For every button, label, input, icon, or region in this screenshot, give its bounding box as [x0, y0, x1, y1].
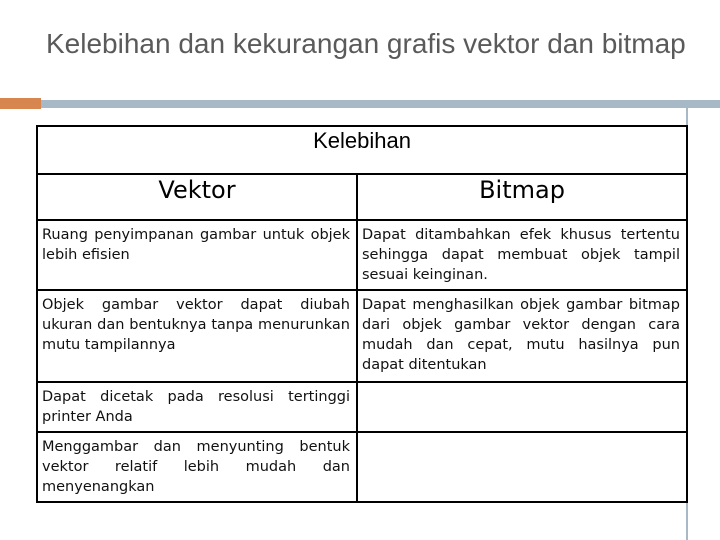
- table-cell: Dapat dicetak pada resolusi tertinggi printer Anda: [37, 382, 357, 432]
- comparison-table: [36, 125, 688, 503]
- table-cell: Dapat ditambahkan efek khusus tertentu sehingga dapat membuat objek tampil sesuai keinginan.: [357, 220, 687, 290]
- table-row: [37, 290, 687, 382]
- table-caption: Kelebihan: [37, 126, 687, 174]
- table-cell: Menggambar dan menyunting bentuk vektor relatif lebih mudah dan menyenangkan: [37, 432, 357, 502]
- title-accent-bar: [0, 98, 41, 109]
- table-row: [37, 382, 687, 432]
- table-caption-row: [37, 126, 687, 174]
- title-underline-bar: [41, 100, 720, 108]
- slide-title: Kelebihan dan kekurangan grafis vektor dan bitmap: [46, 28, 686, 59]
- table-cell: [357, 382, 687, 432]
- column-header-bitmap: Bitmap: [357, 174, 687, 220]
- column-header-vektor: Vektor: [37, 174, 357, 220]
- table-row: [37, 432, 687, 502]
- table-cell: [357, 432, 687, 502]
- table-cell: Dapat menghasilkan objek gambar bitmap dari objek gambar vektor dengan cara mudah dan cepat, mutu hasilnya pun dapat ditentukan: [357, 290, 687, 382]
- table-cell: Objek gambar vektor dapat diubah ukuran dan bentuknya tanpa menurunkan mutu tampilannya: [37, 290, 357, 382]
- table-header-row: [37, 174, 687, 220]
- table-row: [37, 220, 687, 290]
- table-cell: Ruang penyimpanan gambar untuk objek lebih efisien: [37, 220, 357, 290]
